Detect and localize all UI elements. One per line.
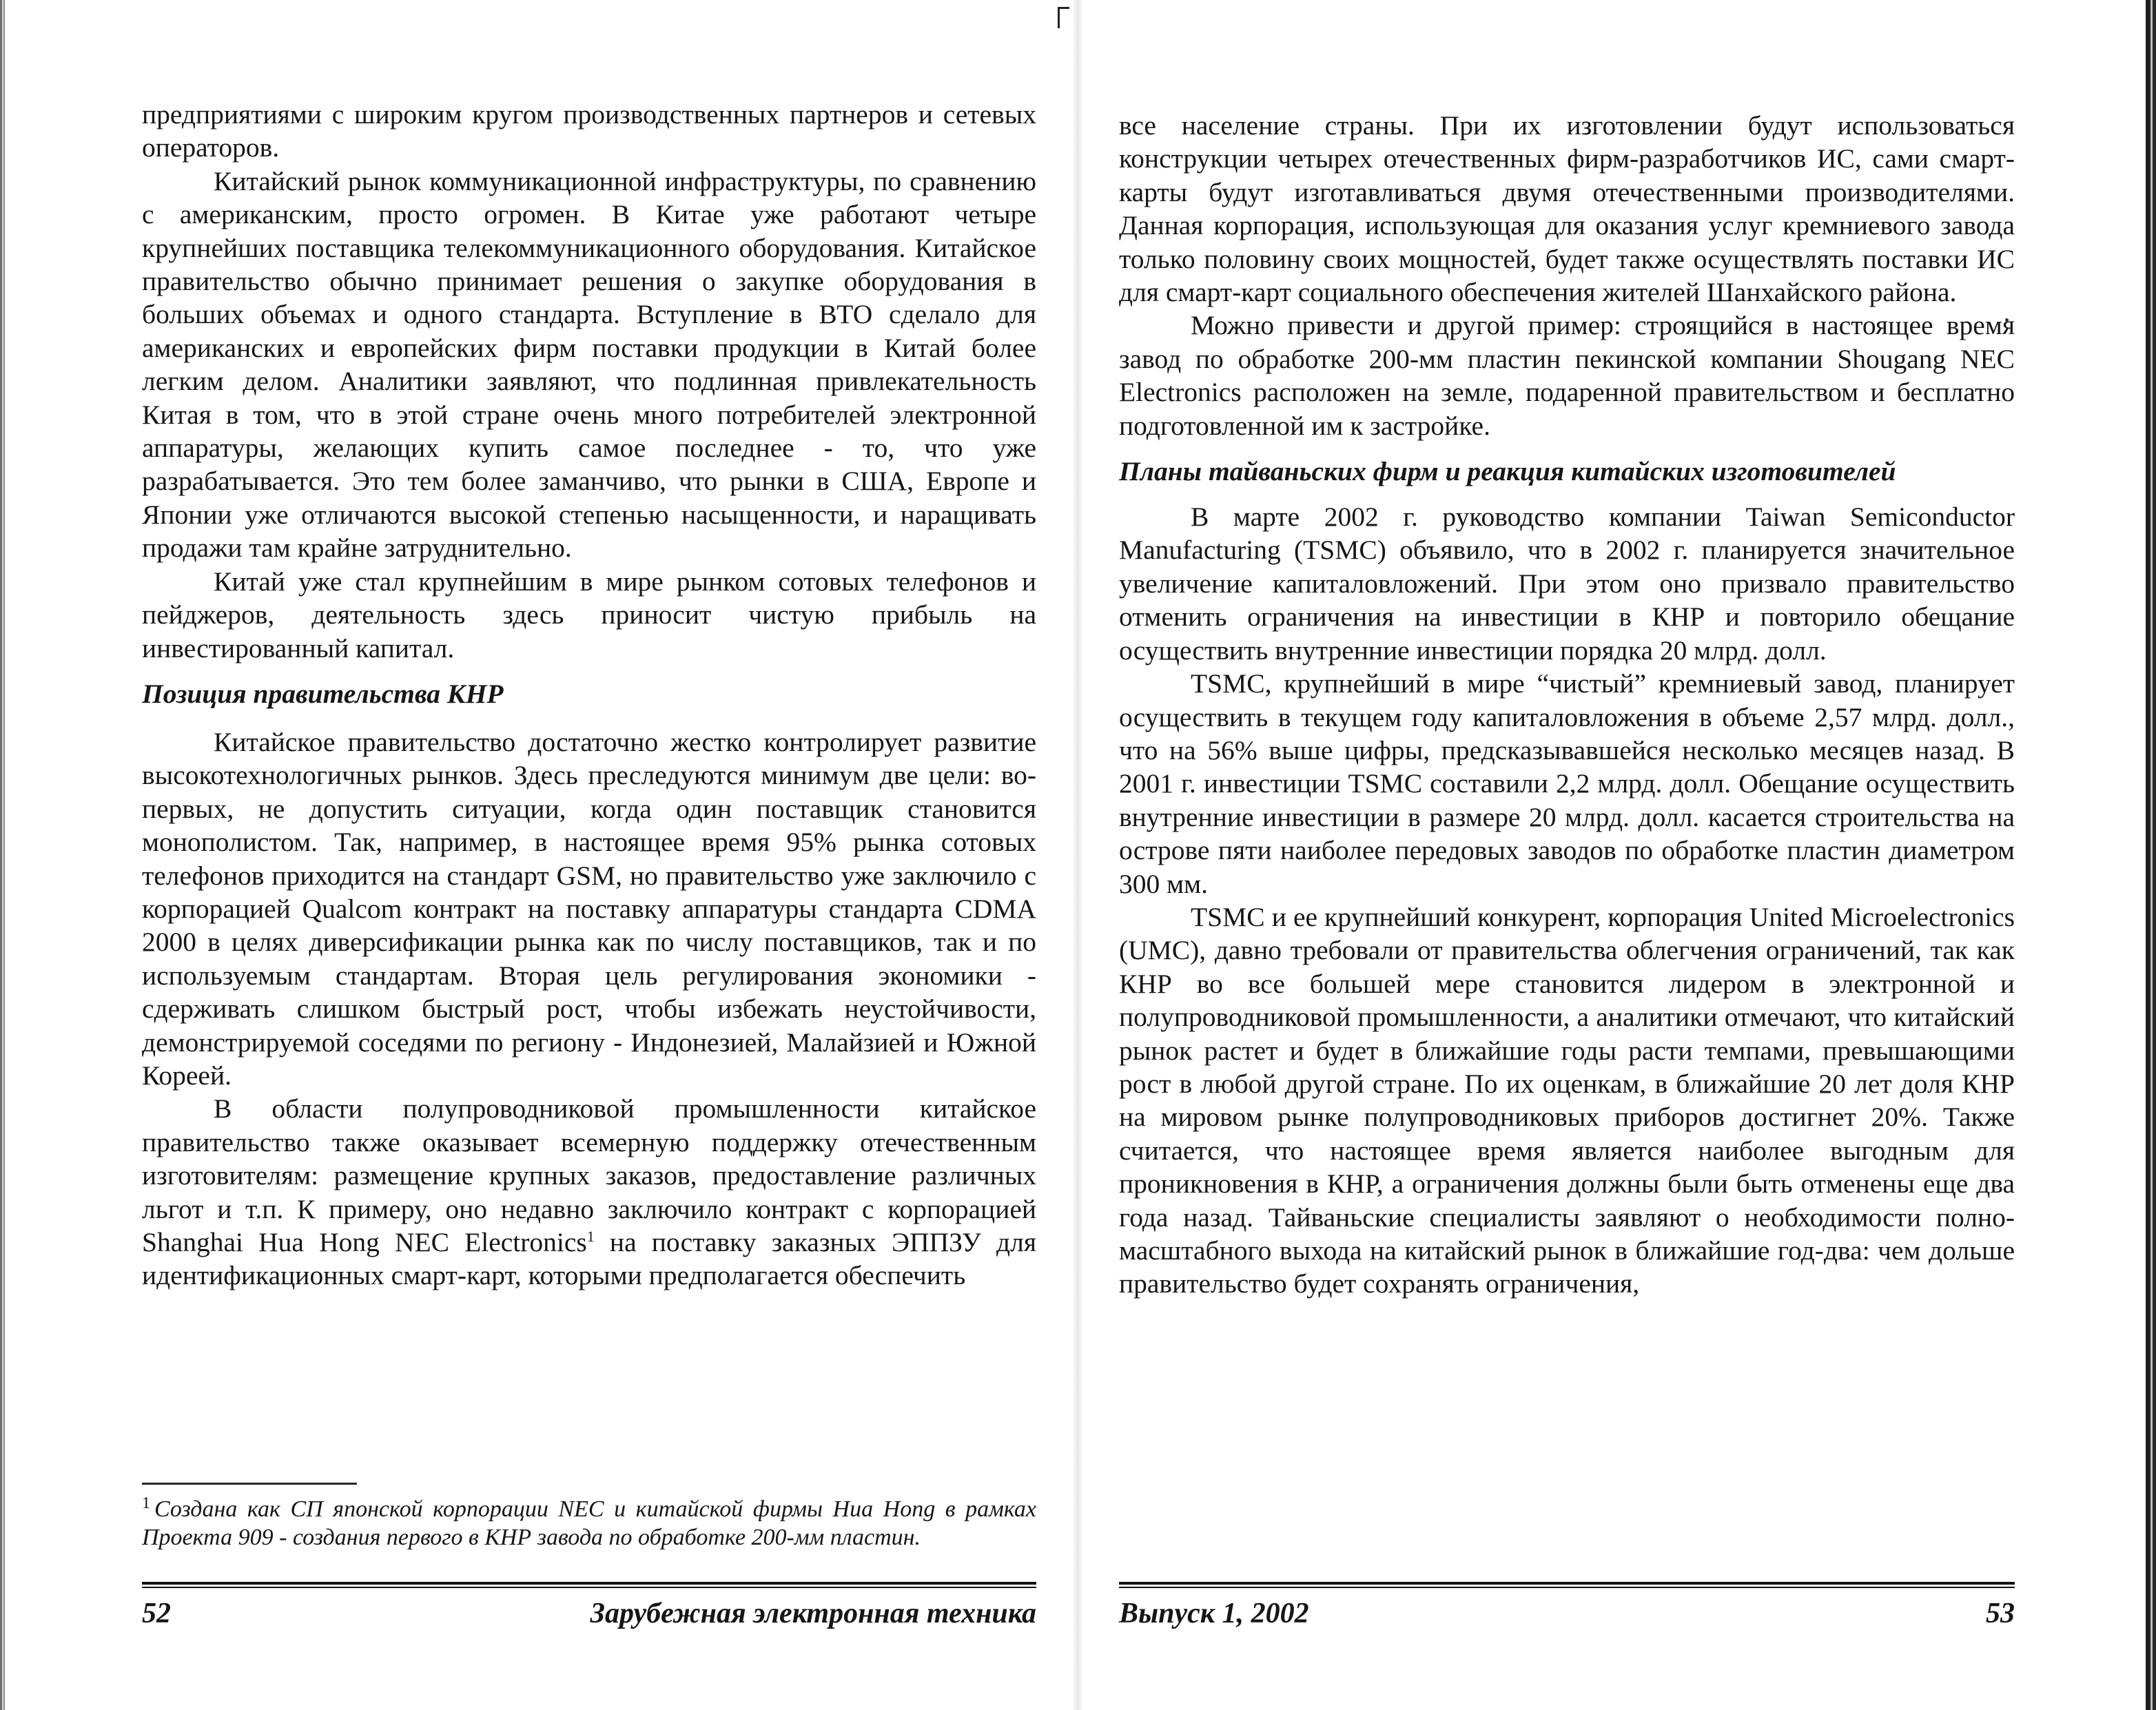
paragraph: Китайский рынок коммуникационной инфраструктуры, по сравнению с американским, просто огромен. В Китае уже работают четыре крупнейших поставщика телекоммуникационного оборудования. Китайское правительство обычно принимает решения о закупке оборудования в больших объемах и одного стандарта. Вступление в ВТО сделало для американских и европейских фирм поставки продукции в Китай более легким делом. Аналитики заявляют, что подлинная привлекательность Китая в том, что в этой стране очень много потребителей электронной аппаратуры, желающих купить самое последнее - то, что уже разрабатывается. Это тем более заманчиво, что рынки в США, Европе и Японии уже отличаются высокой степенью насыщенности, и наращивать продажи там крайне затруднительно. (142, 165, 1036, 564)
footnote-reference: 1 (586, 1227, 595, 1245)
paragraph-with-footnote-ref (142, 1092, 1036, 1292)
journal-title: Зарубежная электронная техника (590, 1598, 1036, 1629)
issue-label: Выпуск 1, 2002 (1119, 1598, 1309, 1629)
page-number: 53 (1986, 1598, 2015, 1629)
footer-rule (142, 1587, 1036, 1588)
footnote-text: Создана как СП японской корпорации NEC и китайской фирмы Hua Hong в рамках Проекта 909 - создания первого в КНР завода по обработке 200-мм пластин. (142, 1496, 1036, 1550)
footnote-mark: 1 (142, 1494, 150, 1512)
left-page-text-column (142, 98, 1036, 1572)
paragraph-text: В области полупроводниковой промышленности китайское правительство также оказывает всемерную поддержку отечественным изготовителям: размещение крупных заказов, предоставление различных льгот и т.п. К примеру, оно недавно заключило контракт с корпорацией Shanghai Hua Hong NEC Electronics (142, 1093, 1036, 1257)
paragraph: предприятиями с широким кругом производственных партнеров и сетевых операторов. (142, 99, 1036, 163)
book-gutter (1072, 0, 1083, 1710)
footer-rule (1119, 1582, 2015, 1585)
paragraph: все население страны. При их изготовлении будут использоваться конструкции четырех отечественных фирм-разработчиков ИС, сами смарт-карты будут изготавливаться двумя отечественными производителями. Данная корпорация, использующая для оказания услуг кремниевого завода только половину своих мощностей, будет также осуществлять поставки ИС для смарт-карт социального обеспечения жителей Шанхайского района. (1119, 110, 2015, 308)
scan-edge-right (2142, 0, 2156, 1710)
section-heading: Планы тайваньских фирм и реакция китайских изготовителей (1119, 456, 1896, 487)
right-page-text-column (1119, 109, 2015, 1583)
paragraph: В марте 2002 г. руководство компании Taiwan Semiconductor Manufacturing (TSMC) объявило, что в 2002 г. планируется значительное увеличение капиталовложений. При этом оно призвало правительство отменить ограничения на инвестиции в КНР и повторило обещание осуществить внутренние инвестиции порядка 20 млрд. долл. (1119, 502, 2015, 666)
paragraph-text: на поставку заказных ЭППЗУ для идентификационных смарт-карт, которыми предполагается обеспечить (142, 1227, 1036, 1291)
right-page-footer (1119, 1593, 2015, 1634)
footer-rule (1119, 1587, 2015, 1588)
left-page-footer (142, 1593, 1036, 1634)
right-page (1119, 0, 2015, 1710)
paragraph: Можно привести и другой пример: строящийся в настоящее время завод по обработке 200-мм пластин пекинской компании Shougang NEC Electronics расположен на земле, подаренной правительством и бесплатно подготовленной им к застройке. (1119, 310, 2015, 441)
paragraph: Китай уже стал крупнейшим в мире рынком сотовых телефонов и пейджеров, деятельность здесь приносит чистую прибыль на инвестированный капитал. (142, 566, 1036, 663)
crop-mark (1058, 7, 1069, 28)
section-heading: Позиция правительства КНР (142, 678, 504, 709)
left-page (142, 0, 1036, 1710)
page-number: 52 (142, 1598, 171, 1629)
footer-rule (142, 1582, 1036, 1585)
scan-edge-left (0, 0, 7, 1710)
paragraph: TSMC, крупнейший в мире “чистый” кремниевый завод, планирует осуществить в текущем году капиталовложения в объеме 2,57 млрд. долл., что на 56% выше цифры, предсказывавшейся несколько месяцев назад. В 2001 г. инвестиции TSMC составили 2,2 млрд. долл. Обещание осуществить внутренние инвестиции в размере 20 млрд. долл. касается строительства на острове пяти наиболее передовых заводов по обработке пластин диаметром 300 мм. (1119, 668, 2015, 899)
footnote (142, 1495, 1036, 1552)
paragraph: TSMC и ее крупнейший конкурент, корпорация United Microelectronics (UMC), давно требовали от правительства облегчения ограничений, так как КНР во все большей мере становится лидером в электронной и полупроводниковой промышленности, а аналитики отмечают, что китайский рынок растет и будет в ближайшие годы расти темпами, превышающими рост в любой другой стране. По их оценкам, в ближайшие 20 лет доля КНР на мировом рынке полупроводниковых приборов достигнет 20%. Также считается, что настоящее время является наиболее выгодным для проникновения в КНР, а ограничения должны были быть отменены еще два года назад. Тайваньские специалисты заявляют о необходимости полномасштабного выхода на китайский рынок в ближайшие год-два: чем дольше правительство будет сохранять ограничения, (1119, 901, 2015, 1299)
footnote-divider (142, 1483, 357, 1485)
paragraph: Китайское правительство достаточно жестко контролирует развитие высокотехнологичных рынков. Здесь преследуются минимум две цели: во-первых, не допустить ситуации, когда один поставщик становится монополистом. Так, например, в настоящее время 95% рынка сотовых телефонов приходится на стандарт GSM, но правительство уже заключило с корпорацией Qualcom контракт на поставку аппаратуры стандарта CDMA 2000 в целях диверсификации рынка как по числу поставщиков, так и по используемым стандартам. Вторая цель регулирования экономики - сдерживать слишком быстрый рост, чтобы избежать неустойчивости, демонстрируемой соседями по региону - Индонезией, Малайзией и Южной Кореей. (142, 726, 1036, 1091)
